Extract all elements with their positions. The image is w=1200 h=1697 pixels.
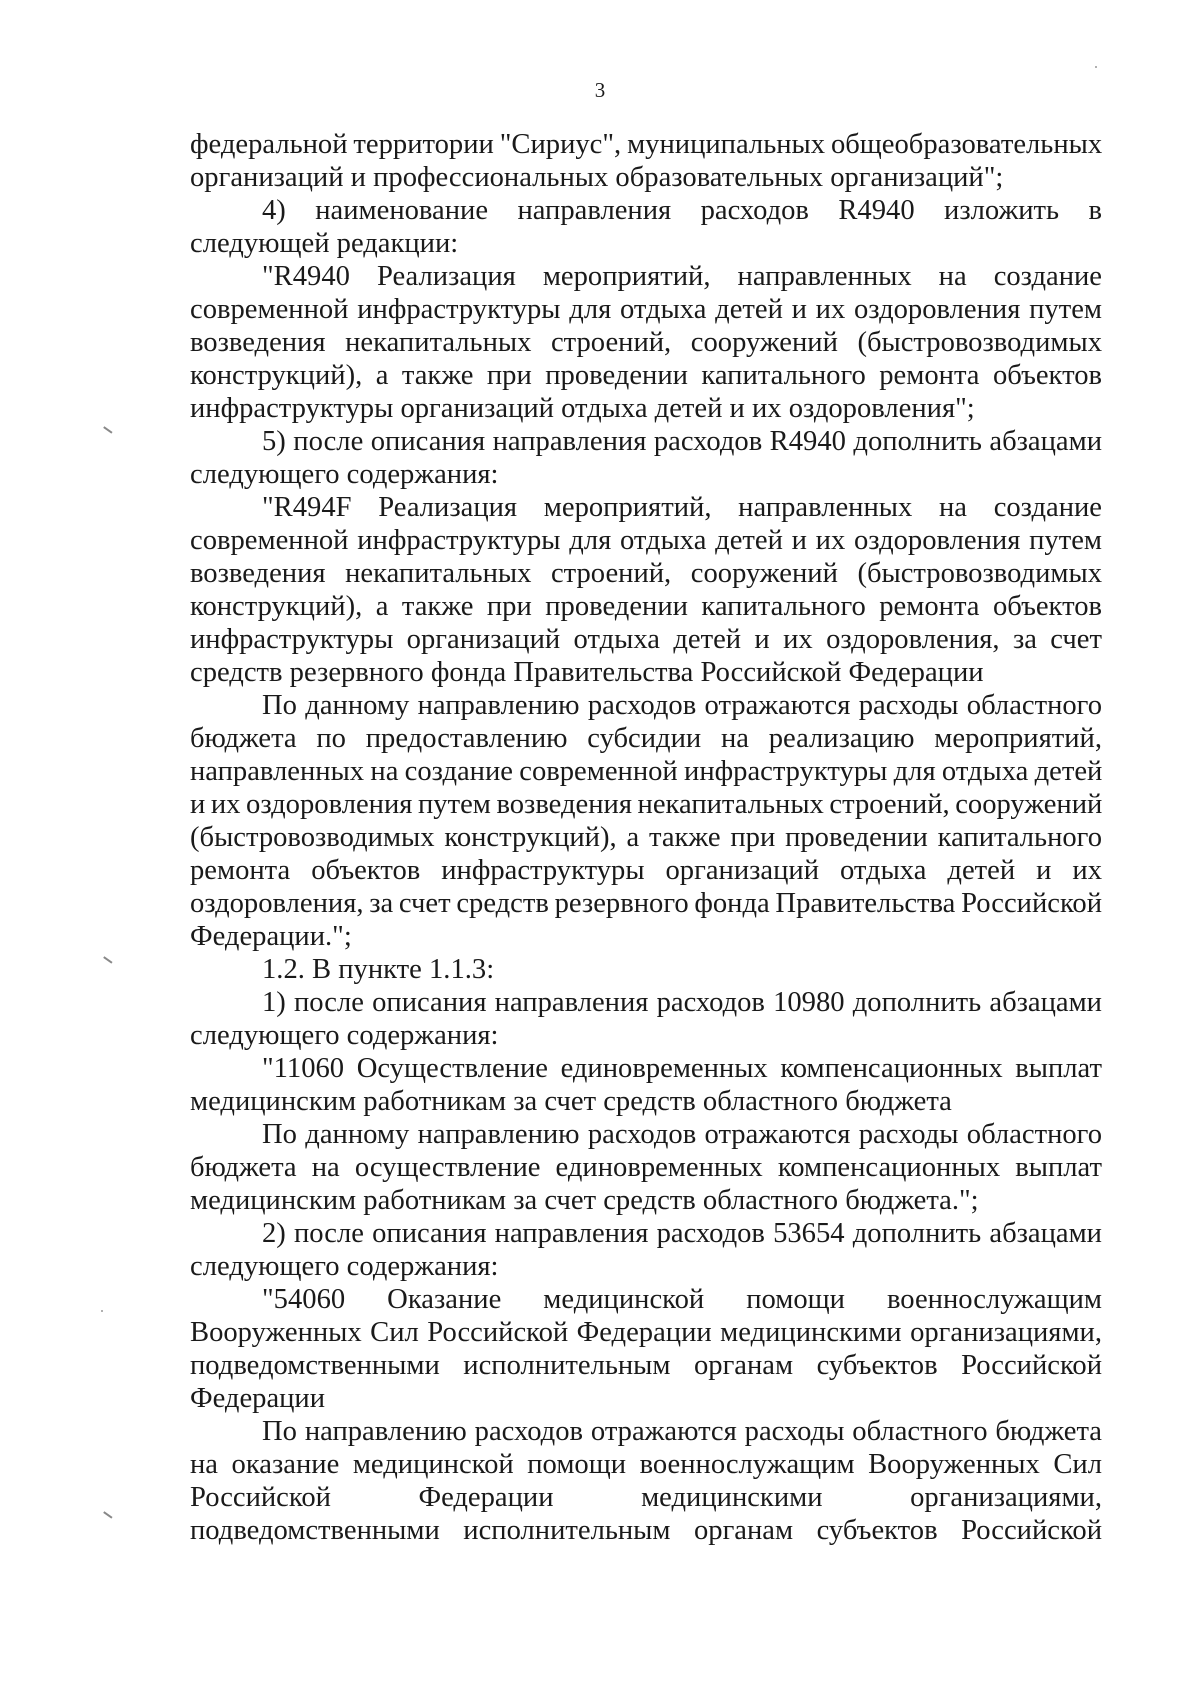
text-line: 2) после описания направления расходов 53654 дополнить абзацами: [262, 1218, 1102, 1249]
scan-mark: [103, 425, 113, 435]
text-line: инфраструктуры организаций отдыха детей и их оздоровления, за счет: [190, 624, 1102, 655]
text-line: бюджета по предоставлению субсидии на реализацию мероприятий,: [190, 723, 1102, 754]
text-line: "54060 Оказание медицинской помощи военнослужащим: [262, 1284, 1102, 1315]
text-line: следующего содержания:: [190, 1251, 499, 1282]
text-line: По данному направлению расходов отражаются расходы областного: [262, 690, 1102, 721]
document-body: [190, 128, 1102, 1547]
scan-speck: [1095, 66, 1097, 68]
text-line: ремонта объектов инфраструктуры организаций отдыха детей и их: [190, 855, 1102, 886]
text-line: современной инфраструктуры для отдыха детей и их оздоровления путем: [190, 525, 1102, 556]
text-line: Вооруженных Сил Российской Федерации медицинскими организациями,: [190, 1317, 1102, 1348]
text-line: "R4940 Реализация мероприятий, направленных на создание: [262, 261, 1102, 292]
text-line: и их оздоровления путем возведения некапитальных строений, сооружений: [190, 789, 1103, 820]
text-line: Федерации.";: [190, 921, 352, 952]
text-line: оздоровления, за счет средств резервного фонда Правительства Российской: [190, 888, 1103, 919]
text-line: медицинским работникам за счет средств областного бюджета: [190, 1086, 952, 1117]
text-line: "11060 Осуществление единовременных компенсационных выплат: [262, 1053, 1102, 1084]
scan-speck: [101, 1310, 103, 1312]
text-line: подведомственными исполнительным органам субъектов Российской: [190, 1350, 1102, 1381]
text-line: (быстровозводимых конструкций), а также при проведении капитального: [190, 822, 1102, 853]
scan-mark: [103, 1510, 113, 1520]
text-line: следующей редакции:: [190, 228, 459, 259]
text-line: 1.2. В пункте 1.1.3:: [262, 954, 495, 985]
text-line: подведомственными исполнительным органам субъектов Российской: [190, 1515, 1102, 1546]
text-line: конструкций), а также при проведении капитального ремонта объектов: [190, 591, 1102, 622]
text-line: медицинским работникам за счет средств областного бюджета.";: [190, 1185, 979, 1216]
text-line: возведения некапитальных строений, сооружений (быстровозводимых: [190, 558, 1102, 589]
text-line: на оказание медицинской помощи военнослужащим Вооруженных Сил: [190, 1449, 1102, 1480]
text-line: бюджета на осуществление единовременных компенсационных выплат: [190, 1152, 1102, 1183]
text-line: организаций и профессиональных образовательных организаций";: [190, 162, 1004, 193]
text-line: инфраструктуры организаций отдыха детей и их оздоровления";: [190, 393, 975, 424]
text-line: 1) после описания направления расходов 10980 дополнить абзацами: [262, 987, 1102, 1018]
page-number: 3: [594, 78, 606, 102]
text-line: "R494F Реализация мероприятий, направленных на создание: [262, 492, 1102, 523]
text-line: возведения некапитальных строений, сооружений (быстровозводимых: [190, 327, 1102, 358]
text-line: 5) после описания направления расходов R4940 дополнить абзацами: [262, 426, 1102, 457]
text-line: следующего содержания:: [190, 1020, 499, 1051]
text-line: По данному направлению расходов отражаются расходы областного: [262, 1119, 1102, 1150]
text-line: современной инфраструктуры для отдыха детей и их оздоровления путем: [190, 294, 1102, 325]
text-line: следующего содержания:: [190, 459, 499, 490]
text-line: конструкций), а также при проведении капитального ремонта объектов: [190, 360, 1102, 391]
text-line: Российской Федерации медицинскими организациями,: [190, 1482, 1102, 1513]
text-line: федеральной территории "Сириус", муниципальных общеобразовательных: [190, 129, 1103, 160]
text-line: Федерации: [190, 1383, 326, 1414]
text-line: 4) наименование направления расходов R4940 изложить в: [262, 195, 1102, 226]
text-line: направленных на создание современной инфраструктуры для отдыха детей: [190, 756, 1103, 787]
scan-mark: [103, 955, 113, 965]
text-line: По направлению расходов отражаются расходы областного бюджета: [262, 1416, 1102, 1447]
text-line: средств резервного фонда Правительства Российской Федерации: [190, 657, 984, 688]
